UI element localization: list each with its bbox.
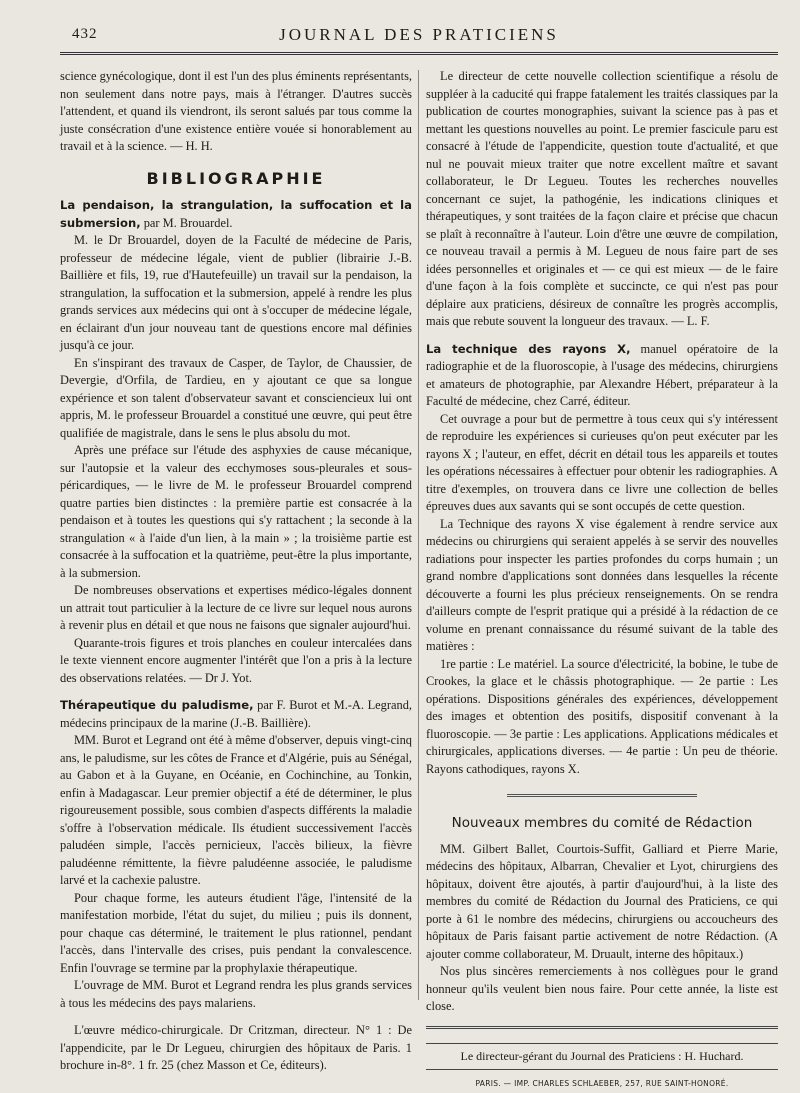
director-line: Le directeur-gérant du Journal des Praticiens : H. Huchard. xyxy=(426,1043,778,1071)
paragraph: De nombreuses observations et expertises médico-légales donnent un attrait tout particulier à la lecture de ce livre sur lequel nous aurons à revenir plus en détail et que nous ne faisons que signaler aujourd'hui. xyxy=(60,583,412,632)
paragraph: L'œuvre médico-chirurgicale. Dr Critzman, directeur. N° 1 : De l'appendicite, par le Dr Legueu, chirurgien des hôpitaux de Paris. 1 brochure in-8°. 1 fr. 25 (chez Masson et Ce, éditeurs). xyxy=(60,1023,412,1072)
paragraph: Cet ouvrage a pour but de permettre à tous ceux qui s'y intéressent de reproduire les expériences si curieuses qu'on peut exécuter par les rayons X ; l'auteur, en effet, décrit en détail tous les appareils et toutes les opérations nécessaires à effectuer pour obtenir les radiographies. A titre d'exemples, on trouvera dans ce livre une collection de belles épreuves dues aux savants qui se sont occupés de cette question. xyxy=(426,411,778,513)
printer-line: PARIS. — IMP. CHARLES SCHLAEBER, 257, RUE SAINT-HONORÉ. xyxy=(475,1079,729,1088)
paragraph: En s'inspirant des travaux de Casper, de Taylor, de Chaussier, de Devergie, d'Orfila, de Tardieu, en y ajoutant ce que sa longue expérience et son talent d'observateur savant et consciencieux lui ont appris, M. le professeur Brouardel a constitué une œuvre, qui peut être qualifiée de magistrale, dans le sens le plus absolu du mot. xyxy=(60,355,412,440)
paragraph: Après une préface sur l'étude des asphyxies de cause mécanique, sur l'autopsie et la valeur des ecchymoses sous-pleurales et sous-péricardiques, — le livre de M. le professeur Brouardel comprend quatre parties bien distinctes : la première partie est consacrée à la pendaison et à toutes les questions qui s'y rattachent ; la seconde à la strangulation « à l'aide d'un lien, à la main » ; la troisième partie est consacrée à la suffocation et la quatrième, peut-être la plus importante, à la submersion. xyxy=(60,443,412,580)
paragraph: Pour chaque forme, les auteurs étudient l'âge, l'intensité de la manifestation morbide, l'état du sujet, du milieu ; puis ils donnent, pour chaque cas déterminé, le traitement le plus rationnel, pendant l'accès, dans l'intervalle des crises, puis pendant la convalescence. Enfin l'ouvrage se termine par la prophylaxie thérapeutique. xyxy=(60,890,412,975)
review-entry-appendicite xyxy=(60,1022,412,1075)
header-rule xyxy=(60,52,778,55)
paragraph: Nos plus sincères remerciements à nos collègues pour le grand honneur qu'ils veulent bien nous faire. Pour cette année, la liste est close. xyxy=(426,964,778,1013)
review-entry-paludisme xyxy=(60,697,412,1012)
entry-title: La pendaison, la strangulation, la suffocation et la submersion, xyxy=(60,198,412,230)
paragraph: M. le Dr Brouardel, doyen de la Faculté de médecine de Paris, professeur de médecine légale, vient de publier (librairie J.-B. Baillière et fils, 19, rue d'Hautefeuille) un travail sur la pendaison, la strangulation, la suffocation et la submersion, appelé à rendre les plus grands services aux médecins qui ont à s'occuper de médecine légale, en éclairant d'un jour nouveau tant de questions encore mal définies jusqu'à ce jour. xyxy=(60,233,412,352)
paragraph: La Technique des rayons X vise également à rendre service aux médecins ou chirurgiens qui seraient appelés à se servir des nouvelles radiations pour inspecter les parties profondes du corps humain ; un grand nombre d'applications sont données dans lesquelles la récente découverte a fourni les plus précieux renseignements. On se rendra d'ailleurs compte de l'esprit pratique qui a présidé à la rédaction de ce volume en prenant connaissance du résumé suivant de la table des matières : xyxy=(426,516,778,653)
review-entry-rayons-x xyxy=(426,341,778,779)
entry-byline: par M. Brouardel. xyxy=(140,215,233,230)
paragraph: MM. Gilbert Ballet, Courtois-Suffit, Galliard et Pierre Marie, médecins des hôpitaux, Albarran, Chevalier et Lyot, chirurgiens des hôpitaux, doivent être ajoutés, à partir d'aujourd'hui, à la liste des membres du comité de Rédaction du Journal des Praticiens, ce qui porte à 61 le nombre des médecins, chirurgiens ou accoucheurs des hôpitaux de Paris faisant partie activement de notre Rédaction. (A ajouter comme collaborateur, M. Druault, interne des hôpitaux.) xyxy=(426,841,778,961)
paragraph: Quarante-trois figures et trois planches en couleur intercalées dans le texte viennent encore augmenter l'intérêt que l'on a pris à la lecture des observations relatées. — Dr J. Yot. xyxy=(60,635,412,685)
right-column xyxy=(426,68,778,1093)
entry-title: La technique des rayons X, xyxy=(426,341,631,356)
page-number: 432 xyxy=(72,26,98,42)
footer-rule xyxy=(426,1026,778,1029)
left-column xyxy=(60,68,412,1075)
journal-title: JOURNAL DES PRATICIENS xyxy=(279,25,559,44)
paragraph: L'ouvrage de MM. Burot et Legrand rendra les plus grands services à tous les médecins des pays malariens. xyxy=(60,978,412,1010)
section-title-comite: Nouveaux membres du comité de Rédaction xyxy=(451,815,753,831)
paragraph: Le directeur de cette nouvelle collection scientifique a résolu de suppléer à la caducité qui frappe fatalement les traités classiques par la publication de courtes monographies, suivant la science pas à pas et mettant les questions nouvelles au point. Le premier fascicule paru est consacré à l'étude de l'appendicite, question toute d'actualité, et que nul ne pouvait mieux traiter que notre excellent maître et savant collaborateur, le Dr Legueu. Toutes les recherches nouvelles concernant ce sujet, la pathogénie, les indications cliniques et thérapeutiques, y sont traitées de la façon claire et précise que chacun se plaît à reconnaître à l'auteur. Loin d'être une œuvre de compilation, ce nouveau travail a permis à M. Legueu de nous faire part de ses idées personnelles et originales et — ce qui est mieux — de le faire d'une façon à la fois complète et succincte, ce qui n'est pas pour déplaire aux praticiens, désireux de connaître les progrès accomplis, mais que rebute souvent la longueur des travaux. — L. F. xyxy=(426,69,778,328)
paragraph: MM. Burot et Legrand ont été à même d'observer, depuis vingt-cinq ans, le paludisme, sur les côtes de France et d'Algérie, puis au Sénégal, au Gabon et à la Guyane, en Océanie, en Cochinchine, au Tonkin, enfin à Madagascar. Leur premier objectif a été de déterminer, le plus rigoureusement possible, sous combien d'aspects différents la maladie s'offre à l'observation médicale. Ils étudient successivement l'accès paludéen simple, l'accès pernicieux, l'accès bilieux, la fièvre paludéenne rémittente, la fièvre paludéenne associée, le paludisme larvé et la cachexie palustre. xyxy=(60,733,412,887)
section-separator xyxy=(507,794,697,797)
entry-byline: par F. Burot et M.-A. Legrand, médecins principaux de la marine (J.-B. Baillière). xyxy=(60,698,412,730)
entry-title: Thérapeutique du paludisme, xyxy=(60,698,254,712)
intro-paragraph: science gynécologique, dont il est l'un des plus éminents représentants, non seulement dans notre pays, mais à l'étranger. D'autres succès l'attendent, et quand ils viendront, ils seront salués par tous comme la juste consécration d'une existence entière vouée si honorablement au travail et à la science. — H. H. xyxy=(60,69,412,153)
page-header xyxy=(60,20,778,48)
review-entry-pendaison xyxy=(60,197,412,687)
entry-byline: manuel opératoire de la radiographie et de la fluoroscopie, à l'usage des médecins, chirurgiens et amateurs de photographie, par Alexandre Hébert, préparateur à la Faculté de médecine, chez Carré, éditeur. xyxy=(426,341,778,408)
column-divider xyxy=(418,70,419,1000)
section-title-bibliographie: BIBLIOGRAPHIE xyxy=(146,168,326,188)
paragraph: 1re partie : Le matériel. La source d'électricité, la bobine, le tube de Crookes, la glace et le châssis photographique. — 2e partie : Les opérations. Dispositions générales des expériences, développement des images et obtention des positifs, dispositif convenant à la fluoroscopie. — 3e partie : Les applications. Applications médicales et chirurgicales, applications diverses. — 4e partie : Un peu de théorie. Rayons cathodiques, rayons X. xyxy=(426,656,778,776)
